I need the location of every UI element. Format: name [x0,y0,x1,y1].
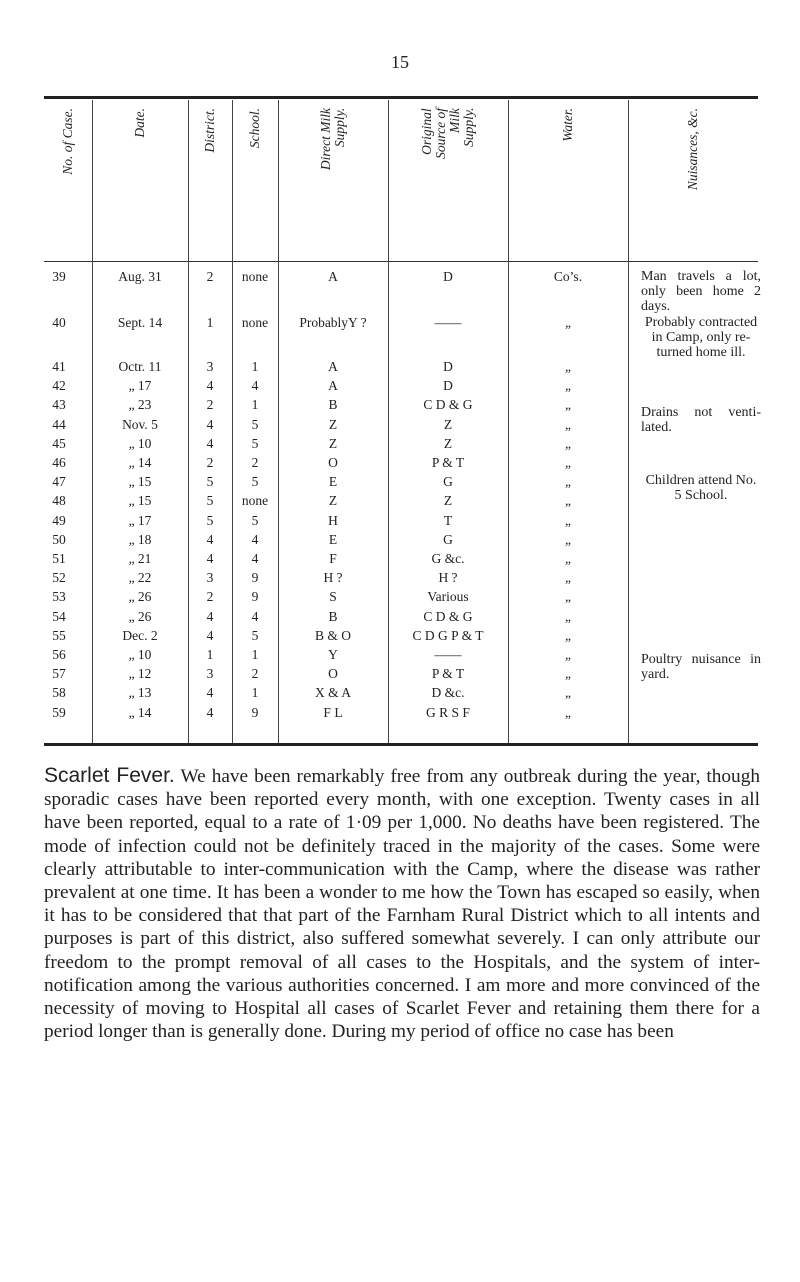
district-cell: 2 [206,397,214,413]
district-cell: 2 [206,455,214,470]
milk-cell: H [328,512,338,528]
source-cell: P & T [431,455,465,470]
water-cell: „ [565,359,571,374]
milk-cell: B & O [314,627,352,643]
school-cell: 5 [251,416,259,432]
school-cell: 9 [251,570,259,586]
header-date: Date. [132,108,147,138]
water-cell: „ [565,435,571,451]
header-district: District. [202,108,217,153]
date-cell: „ 10 [128,435,152,451]
milk-cell: A [328,378,338,394]
water-cell: „ [565,378,571,394]
source-cell: C D & G [423,608,473,624]
water-cell: „ [565,416,571,432]
header-water: Water. [560,108,575,142]
date-cell: „ 26 [128,589,152,605]
source-cell: G [443,474,453,490]
milk-cell: A [328,269,338,284]
date-cell: „ 15 [128,474,152,490]
milk-cell: O [328,666,338,682]
water-cell: „ [565,627,571,643]
school-cell: 1 [251,397,259,413]
water-cell: „ [565,608,571,624]
note-case-56: Poultry nuisance in yard. [641,652,761,682]
table-bottom-rule [44,743,758,746]
school-cell: 9 [251,589,259,605]
page-number: 15 [391,52,409,72]
water-cell: „ [565,685,571,701]
paragraph-text: We have been remarkably free from any outbreak during the year, though sporadic cases have been reported every month, with one exception. Twenty cases in all have been reported, equal to a rate of 1·09 per 1,000. No deaths have been registered. The mode of infection could not be definitely traced in the majority of the cases. Some were clearly attributable to inter-communication with the Camp, where the disease was rather prevalent at one time. It has been a wonder to me how the Town has escaped so easily, when it has to be considered that that part of the Farnham Rural District which to all intents and purposes is part of this district, also suffered somewhat severely. I can only attribute our freedom to the prompt removal of all cases to the Hospitals, and the system of inter-notification among the various authorities concerned. I am more and more convinced of the necessity of moving to Hospital all cases of Scarlet Fever and retaining them there for a period longer than is generally done. During my period of office no case has been [44,766,760,1043]
source-cell: Z [443,416,453,432]
date-cell: „ 15 [128,493,152,509]
source-cell: —— [434,647,462,662]
header-case-no: No. of Case. [60,108,75,175]
milk-cell: H ? [323,570,343,586]
milk-cell: ProbablyY ? [299,315,367,330]
case-no-cell: 42 [52,378,66,394]
milk-cell: A [328,359,338,374]
school-cell: 5 [251,474,259,490]
note-case-48: Children attend No. 5 School. [645,473,757,503]
case-no-cell: 53 [52,589,66,605]
milk-cell: S [329,589,337,605]
date-cell: Sept. 14 [117,315,163,330]
case-no-cell: 41 [52,359,66,374]
school-cell: 4 [251,531,259,547]
note-case-43: Drains not venti-lated. [641,405,761,435]
school-cell: none [241,493,269,509]
water-cell: „ [565,493,571,509]
milk-cell: Z [328,435,338,451]
district-cell: 4 [206,435,214,451]
water-cell: „ [565,647,571,662]
water-cell: „ [565,531,571,547]
date-cell: „ 22 [128,570,152,586]
water-cell: „ [565,512,571,528]
date-cell: „ 14 [128,704,152,720]
district-cell: 3 [206,359,214,374]
date-cell: „ 17 [128,512,152,528]
source-cell: D [443,378,453,394]
school-cell: 1 [251,685,259,701]
source-cell: —— [434,315,462,330]
district-cell: 2 [206,589,214,605]
district-cell: 4 [206,551,214,566]
source-cell: P & T [431,666,465,682]
date-cell: Aug. 31 [118,269,162,284]
date-cell: „ 13 [128,685,152,701]
case-no-cell: 57 [52,666,66,682]
district-cell: 3 [206,666,214,682]
case-no-cell: 54 [52,608,66,624]
district-cell: 5 [206,493,214,509]
date-cell: „ 10 [128,647,152,662]
case-no-cell: 59 [52,704,66,720]
source-cell: Z [443,435,453,451]
water-cell: „ [565,570,571,586]
district-cell: 1 [206,647,214,662]
water-cell: „ [565,704,571,720]
milk-cell: B [328,608,338,624]
case-no-cell: 39 [52,269,66,284]
case-no-cell: 46 [52,455,66,470]
case-no-cell: 50 [52,531,66,547]
school-cell: 1 [251,359,259,374]
school-cell: none [241,315,269,330]
date-cell: „ 21 [128,551,152,566]
paragraph-lead: Scarlet Fever. [44,764,175,787]
school-cell: 1 [251,647,259,662]
case-no-cell: 56 [52,647,66,662]
school-cell: 2 [251,455,259,470]
milk-cell: Z [328,416,338,432]
case-no-cell: 55 [52,627,66,643]
header-milk-source: Original Source of Milk Supply. [419,108,476,159]
case-no-cell: 43 [52,397,66,413]
case-no-cell: 49 [52,512,66,528]
district-cell: 4 [206,704,214,720]
date-cell: „ 14 [128,455,152,470]
source-cell: G &c. [431,551,465,566]
source-cell: Various [427,589,469,605]
date-cell: „ 17 [128,378,152,394]
water-cell: „ [565,474,571,490]
date-cell: Dec. 2 [122,627,158,643]
source-cell: C D G P & T [412,627,484,643]
table-top-rule [44,96,758,99]
milk-cell: Y [328,647,338,662]
date-cell: „ 26 [128,608,152,624]
district-cell: 4 [206,416,214,432]
school-cell: 5 [251,627,259,643]
school-cell: none [241,269,269,284]
case-no-cell: 58 [52,685,66,701]
date-cell: Octr. 11 [118,359,162,374]
school-cell: 4 [251,378,259,394]
milk-cell: B [328,397,338,413]
water-cell: Co’s. [553,269,583,284]
note-case-39: Man travels a lot, only been home 2 days. [641,269,761,314]
water-cell: „ [565,315,571,330]
district-cell: 5 [206,512,214,528]
scarlet-fever-paragraph [44,764,760,1043]
case-no-cell: 52 [52,570,66,586]
case-no-cell: 45 [52,435,66,451]
header-direct-milk: Direct Milk Supply. [318,108,347,171]
source-cell: C D & G [423,397,473,413]
case-no-cell: 40 [52,315,66,330]
source-cell: D [443,359,453,374]
water-cell: „ [565,551,571,566]
water-cell: „ [565,666,571,682]
school-cell: 2 [251,666,259,682]
milk-cell: O [328,455,338,470]
school-cell: 5 [251,435,259,451]
milk-cell: X & A [314,685,352,701]
milk-cell: F L [323,704,343,720]
district-cell: 3 [206,570,214,586]
district-cell: 4 [206,531,214,547]
source-cell: H ? [438,570,458,586]
water-cell: „ [565,455,571,470]
table-header-rule [44,261,758,262]
water-cell: „ [565,589,571,605]
water-cell: „ [565,397,571,413]
district-cell: 1 [206,315,214,330]
header-school: School. [247,108,262,149]
district-cell: 4 [206,685,214,701]
district-cell: 4 [206,608,214,624]
case-no-cell: 44 [52,416,66,432]
district-cell: 5 [206,474,214,490]
school-cell: 4 [251,608,259,624]
case-no-cell: 51 [52,551,66,566]
milk-cell: Z [328,493,338,509]
source-cell: G R S F [426,704,470,720]
source-cell: D [443,269,453,284]
school-cell: 4 [251,551,259,566]
school-cell: 9 [251,704,259,720]
header-nuisances: Nuisances, &c. [685,108,700,191]
date-cell: „ 12 [128,666,152,682]
source-cell: D &c. [431,685,465,701]
source-cell: T [443,512,453,528]
date-cell: „ 23 [128,397,152,413]
source-cell: Z [443,493,453,509]
case-no-cell: 48 [52,493,66,509]
district-cell: 2 [206,269,214,284]
case-no-cell: 47 [52,474,66,490]
school-cell: 5 [251,512,259,528]
district-cell: 4 [206,378,214,394]
date-cell: Nov. 5 [122,416,158,432]
milk-cell: E [328,474,338,490]
milk-cell: E [328,531,338,547]
milk-cell: F [329,551,337,566]
date-cell: „ 18 [128,531,152,547]
source-cell: G [443,531,453,547]
district-cell: 4 [206,627,214,643]
note-case-40: Probably contracted in Camp, only re-turned home ill. [644,315,758,360]
